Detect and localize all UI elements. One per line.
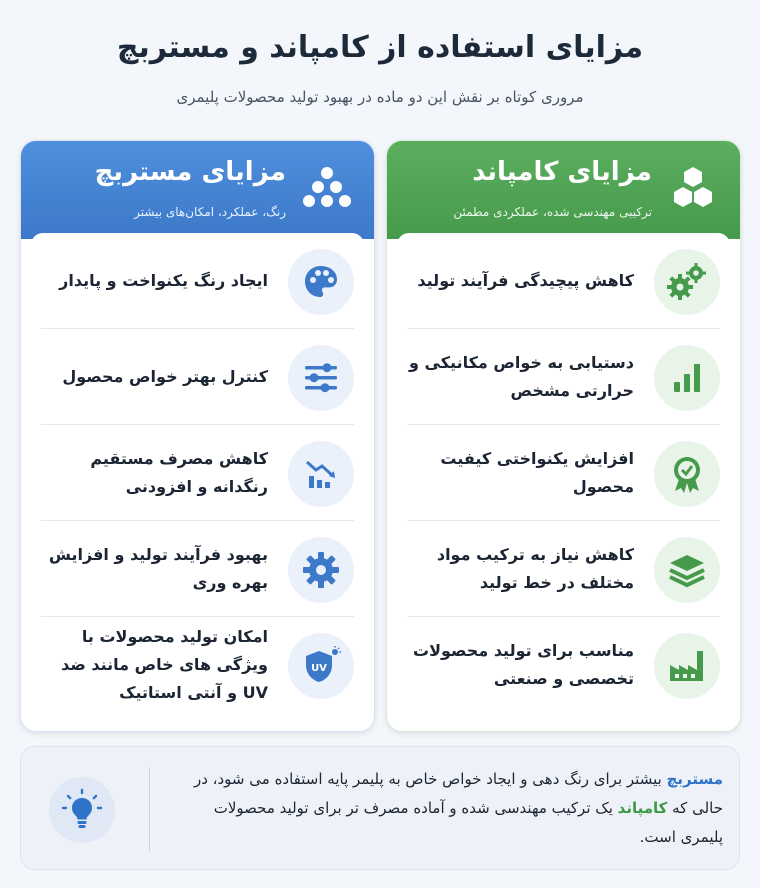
compound-card [386, 140, 741, 732]
summary-text [171, 765, 723, 852]
lightbulb-icon [60, 788, 104, 832]
gears-icon [665, 260, 709, 304]
masterbatch-card [20, 140, 375, 732]
layers-icon [666, 549, 708, 591]
quality-badge-icon [666, 453, 708, 495]
list-item [31, 617, 364, 713]
compound-keyword: کامپاند [617, 799, 668, 817]
masterbatch-subtitle: رنگ، عملکرد، امکان‌های بیشتر [134, 205, 286, 219]
list-item [31, 521, 364, 617]
masterbatch-title: مزایای مستربچ [94, 157, 286, 187]
masterbatch-header [21, 141, 374, 239]
list-item [397, 329, 730, 425]
granules-icon [300, 163, 354, 217]
list-item [397, 617, 730, 713]
compound-header [387, 141, 740, 239]
masterbatch-item-text: بهبود فرآیند تولید و افزایش بهره وری [48, 545, 268, 592]
list-item [397, 425, 730, 521]
list-item [31, 329, 364, 425]
compound-item-text: دستیابی به خواص مکانیکی و حرارتی مشخص [409, 353, 634, 400]
compound-item-text: افزایش یکنواختی کیفیت محصول [440, 449, 634, 496]
bar-chart-icon [667, 358, 707, 398]
uv-shield-icon [300, 645, 342, 687]
palette-icon [301, 262, 341, 302]
summary-part-2: یک ترکیب مهندسی شده و آماده مصرف تر برای تولید محصولات پلیمری است. [213, 799, 723, 846]
compound-list [397, 233, 730, 721]
summary-part-1: بیشتر برای رنگ دهی و ایجاد خواص خاص به پلیمر پایه استفاده می شود، در حالی که [193, 770, 723, 817]
compound-item-text: کاهش نیاز به ترکیب مواد مختلف در خط تولید [436, 545, 634, 592]
hexagons-icon [666, 163, 720, 217]
summary-box [20, 746, 740, 870]
list-item [397, 233, 730, 329]
sliders-icon [301, 358, 341, 398]
svg-text:UV: UV [311, 663, 327, 674]
list-item [397, 521, 730, 617]
masterbatch-item-text: کاهش مصرف مستقیم رنگدانه و افزودنی [90, 449, 268, 496]
gear-icon [300, 549, 342, 591]
compound-subtitle: ترکیبی مهندسی شده، عملکردی مطمئن [453, 205, 652, 219]
masterbatch-item-text: ایجاد رنگ یکنواخت و پایدار [59, 271, 268, 290]
factory-icon [666, 645, 708, 687]
compound-item-text: کاهش پیچیدگی فرآیند تولید [417, 271, 634, 290]
list-item [31, 233, 364, 329]
page-title: مزایای استفاده از کامپاند و مستربچ [116, 30, 644, 65]
masterbatch-item-text: کنترل بهتر خواص محصول [62, 367, 268, 386]
compound-title: مزایای کامپاند [472, 157, 652, 187]
masterbatch-list [31, 233, 364, 721]
list-item [31, 425, 364, 521]
page-subtitle: مروری کوتاه بر نقش این دو ماده در بهبود تولید محصولات پلیمری [176, 88, 584, 106]
masterbatch-keyword: مستربچ [666, 770, 723, 788]
chart-down-icon [301, 454, 341, 494]
compound-item-text: مناسب برای تولید محصولات تخصصی و صنعتی [413, 641, 634, 688]
masterbatch-item-text: امکان تولید محصولات با ویژگی های خاص مانند ضد UV و آنتی استاتیک [61, 627, 268, 702]
